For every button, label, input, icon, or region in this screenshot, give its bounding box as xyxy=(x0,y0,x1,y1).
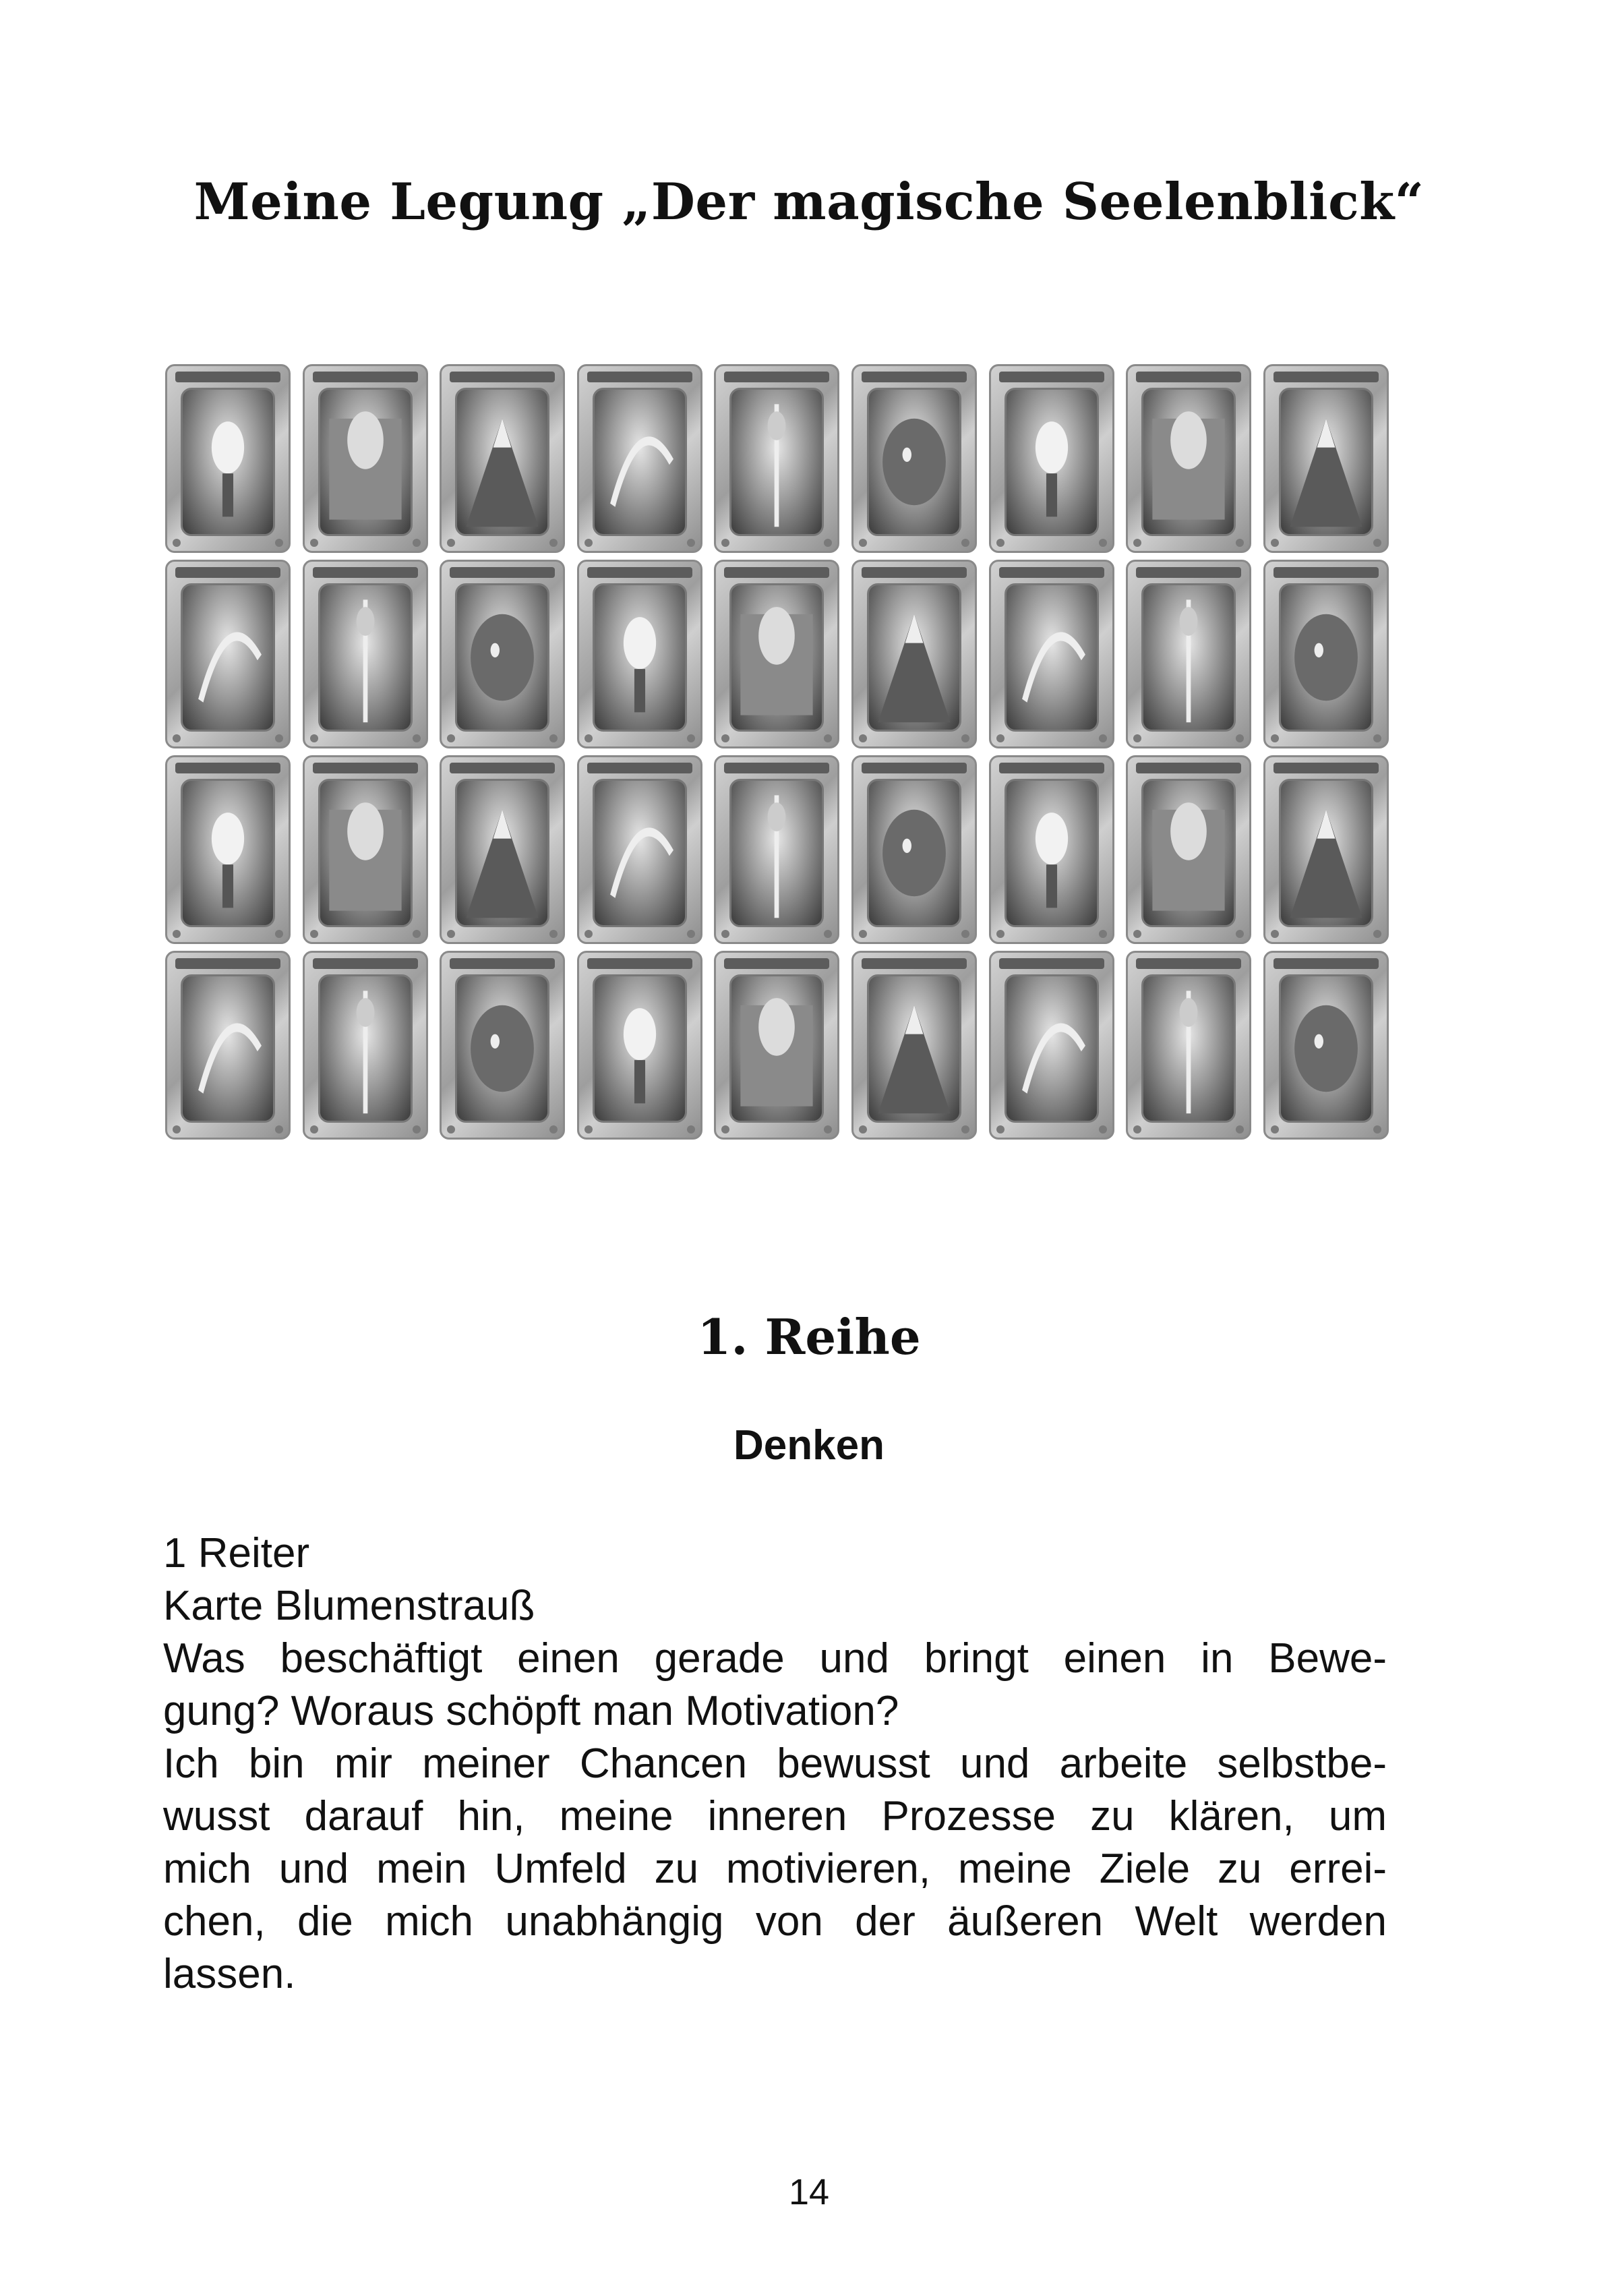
card-ornament xyxy=(961,930,969,938)
card-ornament xyxy=(687,930,695,938)
answer-line: mich und mein Umfeld zu motivieren, meine Ziele zu errei- xyxy=(163,1846,1387,1892)
tarot-card xyxy=(989,755,1114,944)
tarot-card xyxy=(989,951,1114,1140)
card-ornament xyxy=(996,539,1005,547)
trees-park-icon xyxy=(318,388,413,536)
card-ornament xyxy=(687,1125,695,1134)
card-ornament xyxy=(310,734,318,742)
card-ornament xyxy=(1099,539,1107,547)
tarot-card xyxy=(714,951,839,1140)
tarot-card xyxy=(303,951,428,1140)
scythe-icon xyxy=(593,388,687,536)
birch-rod-icon xyxy=(729,388,824,536)
section-heading: 1. Reihe xyxy=(697,1308,921,1365)
tarot-card xyxy=(165,755,291,944)
card-ornament xyxy=(859,539,867,547)
card-title-bar xyxy=(175,763,280,773)
card-ornament xyxy=(721,539,729,547)
card-ornament xyxy=(961,734,969,742)
card-title-bar xyxy=(724,958,829,969)
tarot-card xyxy=(440,951,565,1140)
tarot-card xyxy=(1126,560,1251,748)
card-title-bar xyxy=(175,567,280,578)
card-ornament xyxy=(585,734,593,742)
tarot-card xyxy=(440,755,565,944)
card-ornament xyxy=(413,1125,421,1134)
card-ornament xyxy=(447,539,455,547)
tarot-card xyxy=(303,755,428,944)
star-telescope-icon xyxy=(318,974,413,1123)
card-label: Karte Blumenstrauß xyxy=(163,1583,535,1629)
card-ornament xyxy=(1099,1125,1107,1134)
card-title-bar xyxy=(862,567,967,578)
tarot-card xyxy=(851,755,977,944)
tarot-card xyxy=(577,560,702,748)
card-ornament xyxy=(549,930,558,938)
dancing-child-icon xyxy=(1141,779,1236,927)
tarot-card xyxy=(303,364,428,553)
tarot-card xyxy=(577,364,702,553)
card-title-bar xyxy=(175,372,280,382)
lady-icon xyxy=(867,974,961,1123)
gentleman-icon xyxy=(1141,974,1236,1123)
card-ornament xyxy=(1373,734,1381,742)
question-line: Was beschäftigt einen gerade und bringt einen in Bewe- xyxy=(163,1635,1387,1682)
tarot-card xyxy=(165,560,291,748)
card-title-bar xyxy=(587,958,692,969)
card-ornament xyxy=(996,1125,1005,1134)
card-ornament xyxy=(585,1125,593,1134)
tarot-card xyxy=(1263,951,1389,1140)
house-icon xyxy=(1141,583,1236,732)
card-title-bar xyxy=(587,567,692,578)
tree-icon xyxy=(455,779,549,927)
mountain-icon xyxy=(455,388,549,536)
room-table-icon xyxy=(867,583,961,732)
card-ornament xyxy=(585,930,593,938)
tarot-card xyxy=(303,560,428,748)
sunflower-field-icon xyxy=(455,583,549,732)
card-title-bar xyxy=(1136,567,1241,578)
question-line: gung? Woraus schöpft man Motivation? xyxy=(163,1688,899,1734)
clover-hand-icon xyxy=(1005,583,1099,732)
fish-icon xyxy=(867,779,961,927)
card-title-bar xyxy=(1274,958,1379,969)
card-ornament xyxy=(996,734,1005,742)
tarot-card xyxy=(989,560,1114,748)
card-title-bar xyxy=(999,372,1104,382)
page-title: Meine Legung „Der magische Seelenblick“ xyxy=(193,172,1425,231)
card-ornament xyxy=(961,1125,969,1134)
answer-line: chen, die mich unabhängig von der äußeren Welt werden xyxy=(163,1898,1387,1945)
card-title-bar xyxy=(1136,958,1241,969)
tarot-card xyxy=(1263,755,1389,944)
answer-line: Ich bin mir meiner Chancen bewusst und arbeite selbstbe- xyxy=(163,1740,1387,1787)
clouds-icon xyxy=(181,779,275,927)
card-description xyxy=(163,1527,1387,2001)
card-spread-grid xyxy=(165,364,1389,1140)
card-ornament xyxy=(996,930,1005,938)
page-number: 14 xyxy=(788,2172,830,2212)
card-ornament xyxy=(1236,539,1244,547)
tarot-card xyxy=(165,364,291,553)
forest-path-icon xyxy=(1279,974,1373,1123)
card-title-bar xyxy=(999,958,1104,969)
tarot-card xyxy=(989,364,1114,553)
hands-knot-icon xyxy=(729,779,824,927)
card-ornament xyxy=(1236,1125,1244,1134)
card-ornament xyxy=(824,539,832,547)
card-ornament xyxy=(275,930,283,938)
tarot-card xyxy=(1126,951,1251,1140)
tarot-card xyxy=(714,364,839,553)
card-ornament xyxy=(1373,539,1381,547)
card-ornament xyxy=(1133,539,1141,547)
card-ornament xyxy=(1271,1125,1279,1134)
card-ornament xyxy=(859,1125,867,1134)
card-title-bar xyxy=(1274,763,1379,773)
card-title-bar xyxy=(313,763,418,773)
card-ornament xyxy=(413,930,421,938)
card-ornament xyxy=(1271,734,1279,742)
card-title-bar xyxy=(450,763,555,773)
tarot-card xyxy=(440,364,565,553)
answer-line: lassen. xyxy=(163,1951,296,1997)
tarot-card xyxy=(851,364,977,553)
card-title-bar xyxy=(587,763,692,773)
piano-hall-icon xyxy=(729,974,824,1123)
card-ornament xyxy=(1373,930,1381,938)
card-ornament xyxy=(1236,930,1244,938)
card-title-bar xyxy=(724,372,829,382)
card-ornament xyxy=(585,539,593,547)
dog-icon xyxy=(181,974,275,1123)
tarot-card xyxy=(1263,560,1389,748)
card-ornament xyxy=(447,1125,455,1134)
card-ornament xyxy=(173,539,181,547)
letter-ring-icon xyxy=(1279,388,1373,536)
card-ornament xyxy=(1133,734,1141,742)
position-label: 1 Reiter xyxy=(163,1530,310,1577)
card-ornament xyxy=(1133,930,1141,938)
card-ornament xyxy=(173,734,181,742)
card-ornament xyxy=(1133,1125,1141,1134)
card-title-bar xyxy=(1136,763,1241,773)
card-title-bar xyxy=(724,763,829,773)
flower-bouquet-icon xyxy=(181,388,275,536)
tarot-card xyxy=(577,755,702,944)
card-ornament xyxy=(310,930,318,938)
card-ornament xyxy=(549,734,558,742)
card-title-bar xyxy=(1136,372,1241,382)
tarot-card xyxy=(1126,755,1251,944)
books-icon xyxy=(318,779,413,927)
card-ornament xyxy=(721,1125,729,1134)
tarot-card xyxy=(714,560,839,748)
card-ornament xyxy=(687,539,695,547)
moon-candle-icon xyxy=(181,583,275,732)
card-ornament xyxy=(310,539,318,547)
card-ornament xyxy=(1271,930,1279,938)
card-title-bar xyxy=(587,372,692,382)
card-ornament xyxy=(824,930,832,938)
tarot-card xyxy=(851,560,977,748)
tarot-card xyxy=(1126,364,1251,553)
card-ornament xyxy=(961,539,969,547)
card-title-bar xyxy=(1274,372,1379,382)
card-ornament xyxy=(824,1125,832,1134)
card-title-bar xyxy=(450,958,555,969)
card-ornament xyxy=(275,1125,283,1134)
card-title-bar xyxy=(450,372,555,382)
card-title-bar xyxy=(1274,567,1379,578)
card-title-bar xyxy=(862,763,967,773)
tarot-card xyxy=(1263,364,1389,553)
card-ornament xyxy=(173,930,181,938)
card-title-bar xyxy=(999,763,1104,773)
card-ornament xyxy=(1099,930,1107,938)
horse-rider-icon xyxy=(593,583,687,732)
card-ornament xyxy=(1271,539,1279,547)
tarot-card xyxy=(851,951,977,1140)
tarot-card xyxy=(165,951,291,1140)
card-title-bar xyxy=(999,567,1104,578)
card-ornament xyxy=(413,734,421,742)
section-subheading: Denken xyxy=(733,1422,885,1469)
door-icon xyxy=(318,583,413,732)
card-title-bar xyxy=(313,372,418,382)
answer-line: wusst darauf hin, meine inneren Prozesse zu klären, um xyxy=(163,1793,1387,1839)
sailing-ship-icon xyxy=(729,583,824,732)
child-fairy-icon xyxy=(1141,388,1236,536)
card-ornament xyxy=(549,1125,558,1134)
card-ornament xyxy=(721,930,729,938)
lighthouse-icon xyxy=(1279,583,1373,732)
card-title-bar xyxy=(862,958,967,969)
tarot-card xyxy=(714,755,839,944)
birds-icon xyxy=(1005,388,1099,536)
tarot-card xyxy=(577,951,702,1140)
card-ornament xyxy=(1099,734,1107,742)
mansion-icon xyxy=(1005,974,1099,1123)
coffin-lily-icon xyxy=(455,974,549,1123)
card-ornament xyxy=(549,539,558,547)
card-title-bar xyxy=(450,567,555,578)
card-title-bar xyxy=(313,567,418,578)
card-ornament xyxy=(275,539,283,547)
card-title-bar xyxy=(313,958,418,969)
heart-hands-icon xyxy=(593,779,687,927)
card-title-bar xyxy=(862,372,967,382)
cloud-face-icon xyxy=(867,388,961,536)
card-ornament xyxy=(275,734,283,742)
card-ornament xyxy=(447,734,455,742)
card-ornament xyxy=(1373,1125,1381,1134)
card-ornament xyxy=(310,1125,318,1134)
tarot-card xyxy=(440,560,565,748)
card-ornament xyxy=(721,734,729,742)
card-ornament xyxy=(687,734,695,742)
card-title-bar xyxy=(724,567,829,578)
card-ornament xyxy=(173,1125,181,1134)
fox-forest-icon xyxy=(1279,779,1373,927)
card-ornament xyxy=(859,734,867,742)
card-ornament xyxy=(413,539,421,547)
card-ornament xyxy=(1236,734,1244,742)
card-ornament xyxy=(824,734,832,742)
card-title-bar xyxy=(175,958,280,969)
card-ornament xyxy=(859,930,867,938)
card-ornament xyxy=(447,930,455,938)
bear-icon xyxy=(1005,779,1099,927)
cross-icon xyxy=(593,974,687,1123)
